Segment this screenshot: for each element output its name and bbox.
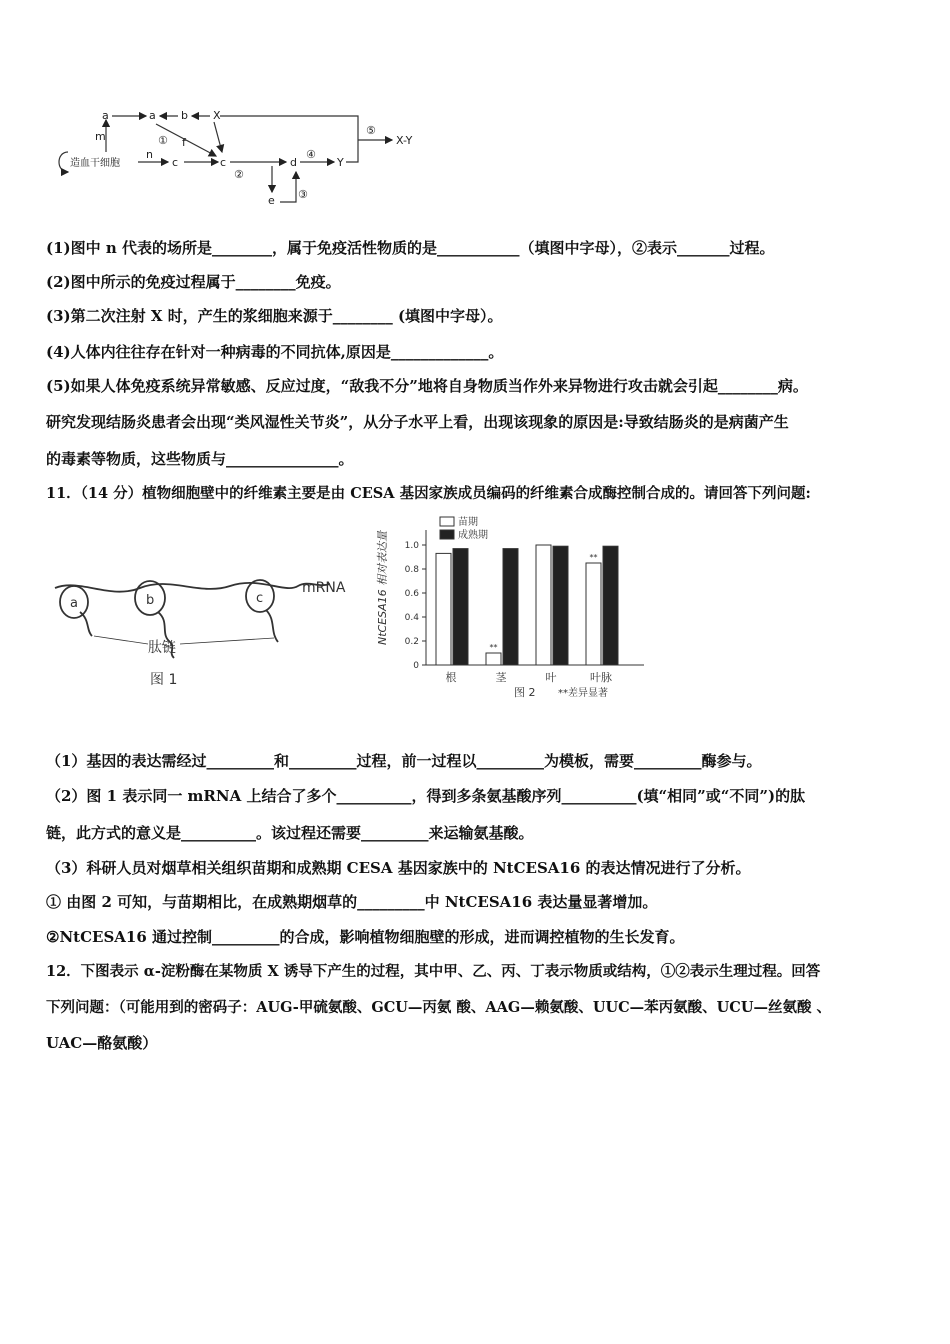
label-circ4: ④: [306, 148, 316, 161]
label-circ2: ②: [234, 168, 244, 181]
stem-cell-label: 造血干细胞: [70, 158, 120, 169]
q10-line4: (4)人体内往往存在针对一种病毒的不同抗体,原因是_____________。: [46, 343, 504, 361]
bar-mature-1: [503, 549, 518, 665]
label-XY: X-Y: [396, 134, 413, 147]
bar-seedling-2: [536, 545, 551, 665]
bar-mature-2: [553, 546, 568, 665]
q10-line3: (3)第二次注射 X 时，产生的浆细胞来源于________ (填图中字母）。: [46, 307, 503, 325]
category-label: 茎: [495, 671, 507, 684]
label-circ1: ①: [158, 134, 168, 147]
q11-line4: （3）科研人员对烟草相关组织苗期和成熟期 CESA 基因家族中的 NtCESA16 的表达情况进行了分析。: [46, 859, 751, 877]
bar-seedling-1: [486, 653, 501, 665]
label-a2: a: [149, 109, 156, 122]
figure-2-caption: 图 2: [514, 686, 536, 699]
significance-mark: **: [489, 643, 498, 652]
q11-line5: ① 由图 2 可知，与苗期相比，在成熟期烟草的_________中 NtCESA16 表达量显著增加。: [46, 893, 658, 911]
q11-line1: （1）基因的表达需经过_________和_________过程，前一过程以_________为模板，需要_________酶参与。: [46, 752, 762, 770]
y-tick-label: 0.6: [404, 589, 419, 599]
label-m: m: [95, 130, 106, 143]
category-label: 叶脉: [590, 671, 612, 684]
category-label: 叶: [545, 671, 557, 684]
ribosome-b-label: b: [146, 593, 155, 608]
y-tick-label: 0.4: [404, 613, 419, 623]
legend-label-seedling: 苗期: [458, 517, 478, 528]
label-Y: Y: [337, 156, 344, 169]
figure-1-polysome: [50, 560, 360, 695]
label-circ3: ③: [298, 188, 308, 201]
label-circ5: ⑤: [366, 124, 376, 137]
q12-line1: 12．下图表示 α-淀粉酶在某物质 X 诱导下产生的过程，其中甲、乙、丙、丁表示物质或结构，①②表示生理过程。回答: [46, 963, 821, 980]
q11-line6: ②NtCESA16 通过控制_________的合成，影响植物细胞壁的形成，进而调控植物的生长发育。: [46, 928, 685, 946]
q11-line2: （2）图 1 表示同一 mRNA 上结合了多个__________，得到多条氨基酸序列__________(填“相同”或“不同”)的肽: [46, 787, 806, 805]
label-d: d: [290, 156, 297, 169]
y-tick-label: 0.8: [404, 565, 419, 575]
y-tick-label: 0: [413, 661, 419, 671]
significance-note: **差异显著: [558, 688, 608, 699]
legend-label-mature: 成熟期: [458, 530, 488, 541]
q12-line2: 下列问题：（可能用到的密码子：AUG-甲硫氨酸、GCU—丙氨 酸、AAG—赖氨酸、UUC—苯丙氨酸、UCU—丝氨酸 、: [46, 999, 832, 1016]
label-c1: c: [172, 156, 179, 169]
ribosome-c-label: c: [256, 591, 264, 606]
peptide-label: 肽链: [148, 640, 176, 656]
label-e: e: [268, 194, 275, 207]
ribosome-a-label: a: [70, 596, 78, 611]
q10-line7: 的毒素等物质，这些物质与_______________。: [46, 450, 354, 468]
figure-2-bar-chart: [372, 510, 662, 705]
q11-line3: 链，此方式的意义是__________。该过程还需要_________来运输氨基酸。: [46, 824, 534, 842]
bar-mature-0: [453, 549, 468, 665]
q12-line3: UAC—酪氨酸）: [46, 1034, 158, 1052]
category-label: 根: [445, 671, 457, 684]
q10-line6: 研究发现结肠炎患者会出现“类风湿性关节炎”，从分子水平上看，出现该现象的原因是:导致结肠炎的是病菌产生: [46, 413, 789, 431]
legend-swatch-seedling: [440, 517, 454, 526]
label-b: b: [181, 109, 188, 122]
q11-intro: 11．（14 分）植物细胞壁中的纤维素主要是由 CESA 基因家族成员编码的纤维素合成酶控制合成的。请回答下列问题:: [46, 485, 811, 502]
label-a1: a: [102, 109, 109, 122]
q10-line5: (5)如果人体免疫系统异常敏感、反应过度，“敌我不分”地将自身物质当作外来异物进行攻击就会引起________病。: [46, 377, 808, 395]
significance-mark: **: [589, 553, 598, 562]
y-tick-label: 0.2: [404, 637, 419, 647]
y-tick-label: 1.0: [404, 541, 419, 551]
immune-process-diagram: [50, 100, 440, 215]
label-n: n: [146, 148, 153, 161]
y-axis-label: NtCESA16 相对表达量: [376, 530, 389, 645]
mrna-label: mRNA: [302, 580, 346, 596]
legend-swatch-mature: [440, 530, 454, 539]
label-c2: c: [220, 156, 227, 169]
q10-line1: (1)图中 n 代表的场所是________，属于免疫活性物质的是___________（填图中字母），②表示_______过程。: [46, 239, 775, 257]
bar-seedling-3: [586, 563, 601, 665]
label-f: f: [182, 136, 186, 149]
bar-seedling-0: [436, 553, 451, 665]
bar-mature-3: [603, 546, 618, 665]
label-X: X: [213, 109, 221, 122]
q10-line2: (2)图中所示的免疫过程属于________免疫。: [46, 273, 341, 291]
figure-1-caption: 图 1: [150, 672, 178, 688]
